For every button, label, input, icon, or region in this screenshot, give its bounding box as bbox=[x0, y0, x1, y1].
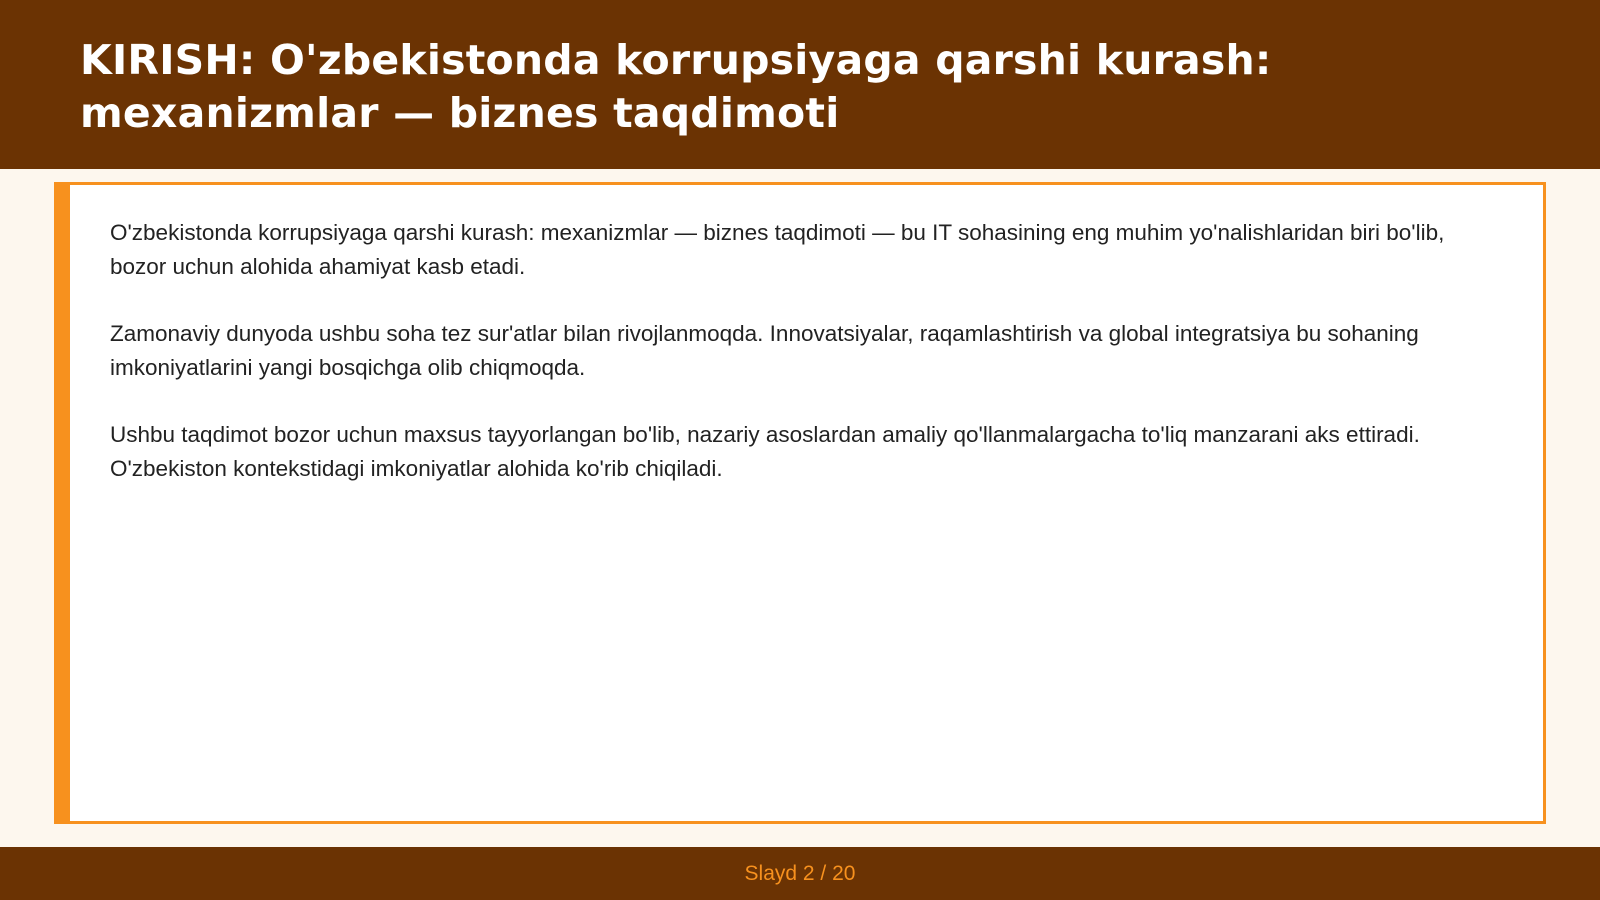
slide-header bbox=[0, 0, 1600, 169]
slide-title: KIRISH: O'zbekistonda korrupsiyaga qarshi kurash: mexanizmlar — biznes taqdimoti bbox=[80, 36, 1272, 137]
purpose-paragraph: Ushbu taqdimot bozor uchun maxsus tayyorlangan bo'lib, nazariy asoslardan amaliy qo'llanmalargacha to'liq manzarani aks ettiradi. O'zbekiston kontekstidagi imkoniyatlar alohida ko'rib chiqiladi. bbox=[110, 422, 1420, 481]
content-panel bbox=[54, 182, 1546, 824]
slide-footer bbox=[0, 847, 1600, 900]
slide-counter: Slayd 2 / 20 bbox=[744, 861, 856, 885]
intro-paragraph: O'zbekistonda korrupsiyaga qarshi kurash: mexanizmlar — biznes taqdimoti — bu IT sohasining eng muhim yo'nalishlaridan biri bo'lib, bozor uchun alohida ahamiyat kasb etadi. bbox=[110, 220, 1445, 279]
trends-paragraph: Zamonaviy dunyoda ushbu soha tez sur'atlar bilan rivojlanmoqda. Innovatsiyalar, raqamlashtirish va global integratsiya bu sohaning imkoniyatlarini yangi bosqichga olib chiqmoqda. bbox=[110, 321, 1419, 380]
